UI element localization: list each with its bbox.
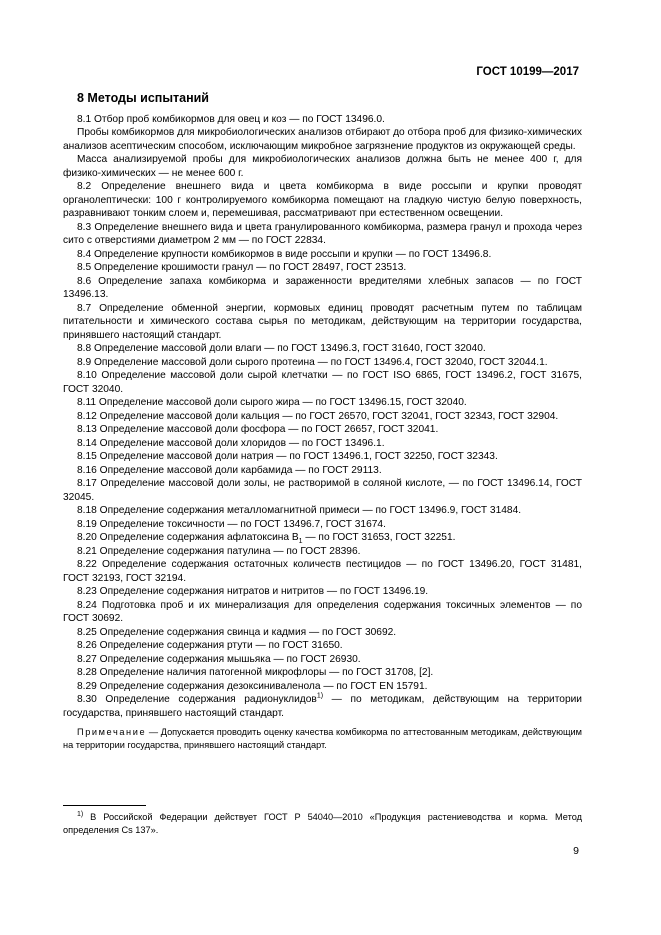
note (63, 726, 582, 751)
paragraph (63, 531, 582, 545)
paragraph: 8.29 Определение содержания дезоксиниваленола — по ГОСТ EN 15791. (77, 680, 428, 692)
text-fragment: 8.20 Определение содержания афлатоксина B (77, 532, 299, 543)
paragraph: Масса анализируемой пробы для микробиологических анализов должна быть не менее 400 г, для физико-химических — не менее 600 г. (63, 154, 582, 179)
paragraph: 8.24 Подготовка проб и их минерализация для определения содержания токсичных элементов — по ГОСТ 30692. (63, 599, 582, 624)
footnote-divider (63, 805, 146, 806)
page-number: 9 (573, 845, 579, 857)
paragraph: 8.13 Определение массовой доли фосфора — по ГОСТ 26657, ГОСТ 32041. (77, 424, 439, 435)
paragraph: 8.3 Определение внешнего вида и цвета гранулированного комбикорма, размера гранул и прохода через сито с отверстиями диаметром 2 мм — по ГОСТ 22834. (63, 221, 582, 246)
footnote (63, 811, 582, 836)
paragraph: 8.27 Определение содержания мышьяка — по ГОСТ 26930. (77, 653, 361, 665)
note-text: — Допускается проводить оценку качества комбикорма по аттестованным методикам, действующим на территории государства, принявшего настоящий стандарт. (63, 727, 582, 750)
paragraph: 8.12 Определение массовой доли кальция — по ГОСТ 26570, ГОСТ 32041, ГОСТ 32343, ГОСТ 32904. (77, 410, 559, 422)
paragraph: 8.18 Определение содержания металломагнитной примеси — по ГОСТ 13496.9, ГОСТ 31484. (77, 505, 522, 516)
text-fragment: — по методикам, действующим на территории государства, принявшего настоящий стандарт. (63, 694, 582, 719)
paragraph: 8.22 Определение содержания остаточных количеств пестицидов — по ГОСТ 13496.20, ГОСТ 31481, ГОСТ 32193, ГОСТ 32194. (63, 559, 582, 584)
paragraph: 8.1 Отбор проб комбикормов для овец и коз — по ГОСТ 13496.0. (77, 113, 385, 125)
footnote-mark: 1) (77, 810, 84, 818)
paragraph: Пробы комбикормов для микробиологических анализов отбирают до отбора проб для физико-химических анализов асептическим способом, исключающим микробное загрязнение продуктов из окружающей среды. (63, 127, 582, 152)
paragraph: 8.10 Определение массовой доли сырой клетчатки — по ГОСТ ISO 6865, ГОСТ 13496.2, ГОСТ 31675, ГОСТ 32040. (63, 370, 582, 395)
paragraph: 8.8 Определение массовой доли влаги — по ГОСТ 13496.3, ГОСТ 31640, ГОСТ 32040. (77, 343, 486, 354)
section-body (63, 92, 582, 751)
paragraph: 8.16 Определение массовой доли карбамида — по ГОСТ 29113. (77, 464, 382, 476)
paragraph: 8.28 Определение наличия патогенной микрофлоры — по ГОСТ 31708, [2]. (77, 667, 434, 678)
paragraph: 8.14 Определение массовой доли хлоридов — по ГОСТ 13496.1. (77, 437, 385, 449)
document-header: ГОСТ 10199—2017 (476, 66, 579, 78)
paragraph: 8.5 Определение крошимости гранул — по ГОСТ 28497, ГОСТ 23513. (77, 262, 407, 273)
paragraph: 8.21 Определение содержания патулина — по ГОСТ 28396. (77, 545, 361, 557)
text-fragment: — по ГОСТ 31653, ГОСТ 32251. (302, 532, 456, 543)
footnote-ref: 1) (316, 692, 324, 700)
text-fragment: 8.30 Определение содержания радионуклидов (77, 694, 317, 705)
subscript: 1 (298, 538, 303, 546)
note-label: Примечание (77, 727, 147, 737)
paragraph: 8.19 Определение токсичности — по ГОСТ 13496.7, ГОСТ 31674. (77, 518, 386, 530)
paragraph: 8.23 Определение содержания нитратов и нитритов — по ГОСТ 13496.19. (77, 586, 429, 597)
footnote-text: В Российской Федерации действует ГОСТ Р 54040—2010 «Продукция растениеводства и корма. Метод определения Cs 137». (63, 812, 582, 835)
paragraph: 8.17 Определение массовой доли золы, не растворимой в соляной кислоте, — по ГОСТ 13496.14, ГОСТ 32045. (63, 478, 582, 503)
section-title: 8 Методы испытаний (77, 91, 209, 105)
paragraph: 8.7 Определение обменной энергии, кормовых единиц проводят расчетным путем по таблицам питательности и химического состава сырья по методикам, действующим на территории государства, принявшего настоящий стандарт. (63, 302, 582, 341)
paragraph: 8.11 Определение массовой доли сырого жира — по ГОСТ 13496.15, ГОСТ 32040. (77, 397, 467, 408)
paragraph: 8.9 Определение массовой доли сырого протеина — по ГОСТ 13496.4, ГОСТ 32040, ГОСТ 32044.1. (77, 356, 548, 368)
paragraph (63, 693, 582, 720)
paragraph: 8.2 Определение внешнего вида и цвета комбикорма в виде россыпи и крупки проводят органолептически: 100 г контролируемого комбикорма помещают на гладкую чистую белую поверхность, разравнивают тонким слоем и, перемешивая, рассматривают при естественном освещении. (63, 181, 582, 219)
paragraph: 8.6 Определение запаха комбикорма и зараженности вредителями хлебных запасов — по ГОСТ 13496.13. (63, 275, 582, 300)
paragraph: 8.4 Определение крупности комбикормов в виде россыпи и крупки — по ГОСТ 13496.8. (77, 248, 492, 260)
paragraph: 8.26 Определение содержания ртути — по ГОСТ 31650. (77, 640, 343, 651)
paragraph: 8.25 Определение содержания свинца и кадмия — по ГОСТ 30692. (77, 626, 397, 638)
paragraph: 8.15 Определение массовой доли натрия — по ГОСТ 13496.1, ГОСТ 32250, ГОСТ 32343. (77, 451, 498, 462)
